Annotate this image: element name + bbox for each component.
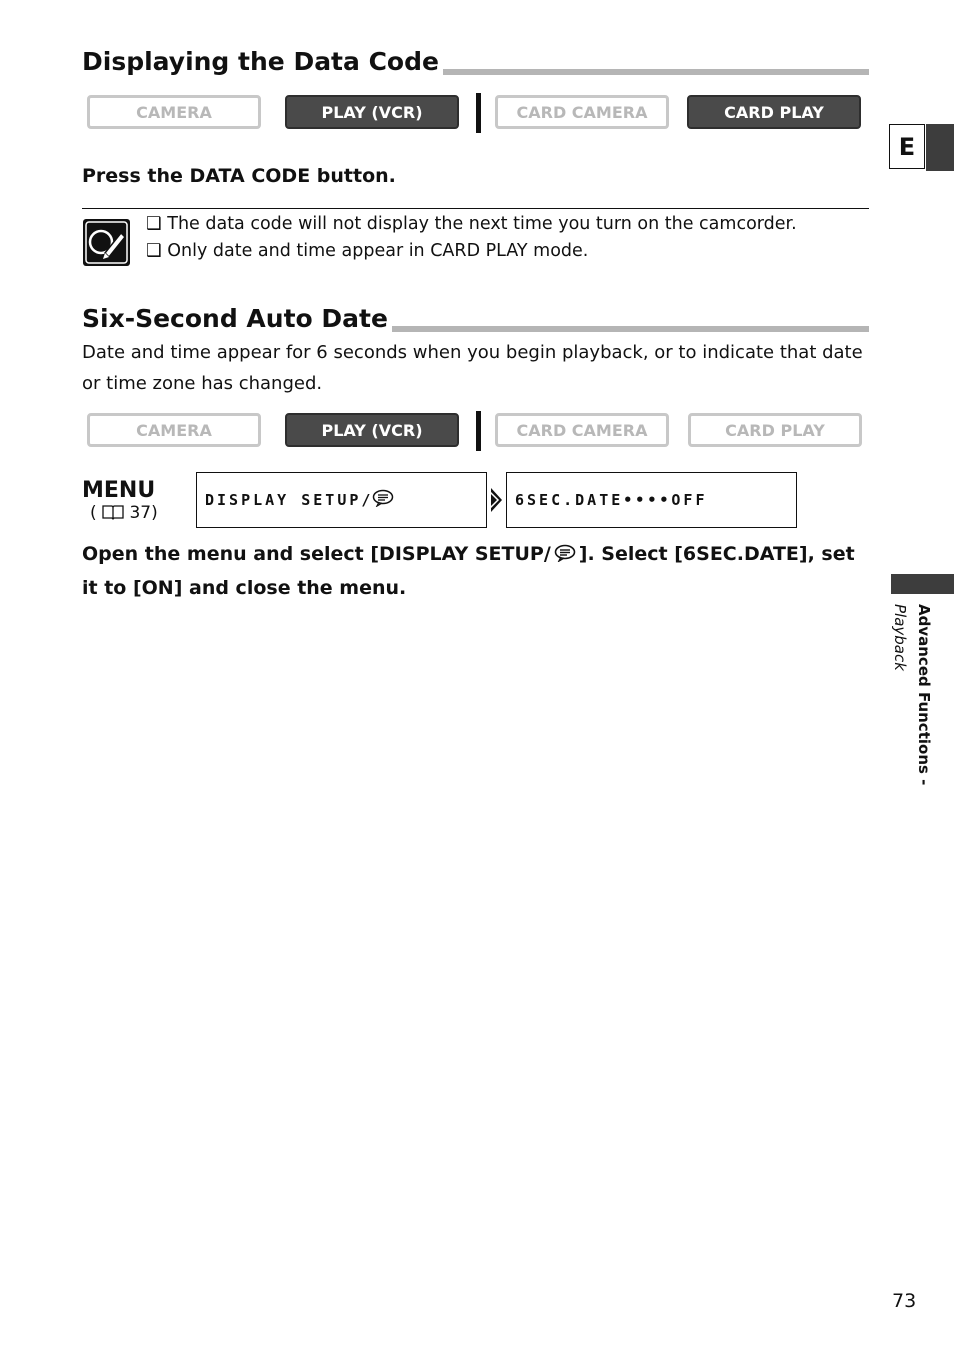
mode-camera: CAMERA [87,413,261,447]
note-item: ❑ Only date and time appear in CARD PLAY mode. [146,241,589,261]
menu-ref-page: 37) [129,503,158,523]
menu-step-display-setup [196,472,487,528]
language-tab-letter: E [889,124,925,169]
mode-card-play: CARD PLAY [688,413,862,447]
section-title-data-code: Displaying the Data Code [82,47,443,77]
menu-step-6sec-date: 6SEC.DATE••••OFF [506,472,797,528]
section-title-auto-date: Six-Second Auto Date [82,304,392,334]
mode-play-vcr: PLAY (VCR) [285,413,459,447]
note-pencil-icon [83,219,130,266]
menu-ref-open: ( [90,503,97,523]
chapter-bar [891,574,954,594]
instruction-data-code: Press the DATA CODE button. [82,165,396,187]
language-tab [889,124,954,171]
menu-step-label: DISPLAY SETUP/ [205,491,374,509]
mode-card-camera: CARD CAMERA [495,95,669,129]
mode-card-play: CARD PLAY [687,95,861,129]
menu-logo: MENU [82,478,156,503]
page-number: 73 [892,1290,917,1312]
mode-divider [476,93,481,133]
auto-date-description: Date and time appear for 6 seconds when you begin playback, or to indicate that date or time zone has changed. [82,342,863,394]
mode-camera: CAMERA [87,95,261,129]
chapter-label [890,604,934,785]
mode-play-vcr: PLAY (VCR) [285,95,459,129]
language-tab-bar [926,124,954,171]
note-divider [82,208,869,209]
chapter-label-sub: Playback [891,604,909,671]
speech-bubble-icon [554,540,576,572]
speech-bubble-icon [372,489,394,511]
mode-card-camera: CARD CAMERA [495,413,669,447]
instruction-auto-date [82,538,872,604]
instruction-part2: ]. Select [6SEC.DATE], set it to [ON] and close the menu. [82,543,855,599]
mode-divider [476,411,481,451]
menu-page-ref [90,503,158,525]
chapter-label-main: Advanced Functions - [915,604,933,786]
book-icon [102,504,124,525]
note-item: ❑ The data code will not display the next time you turn on the camcorder. [146,214,797,234]
menu-arrow-icon [488,487,504,517]
instruction-part1: Open the menu and select [DISPLAY SETUP/ [82,543,551,565]
